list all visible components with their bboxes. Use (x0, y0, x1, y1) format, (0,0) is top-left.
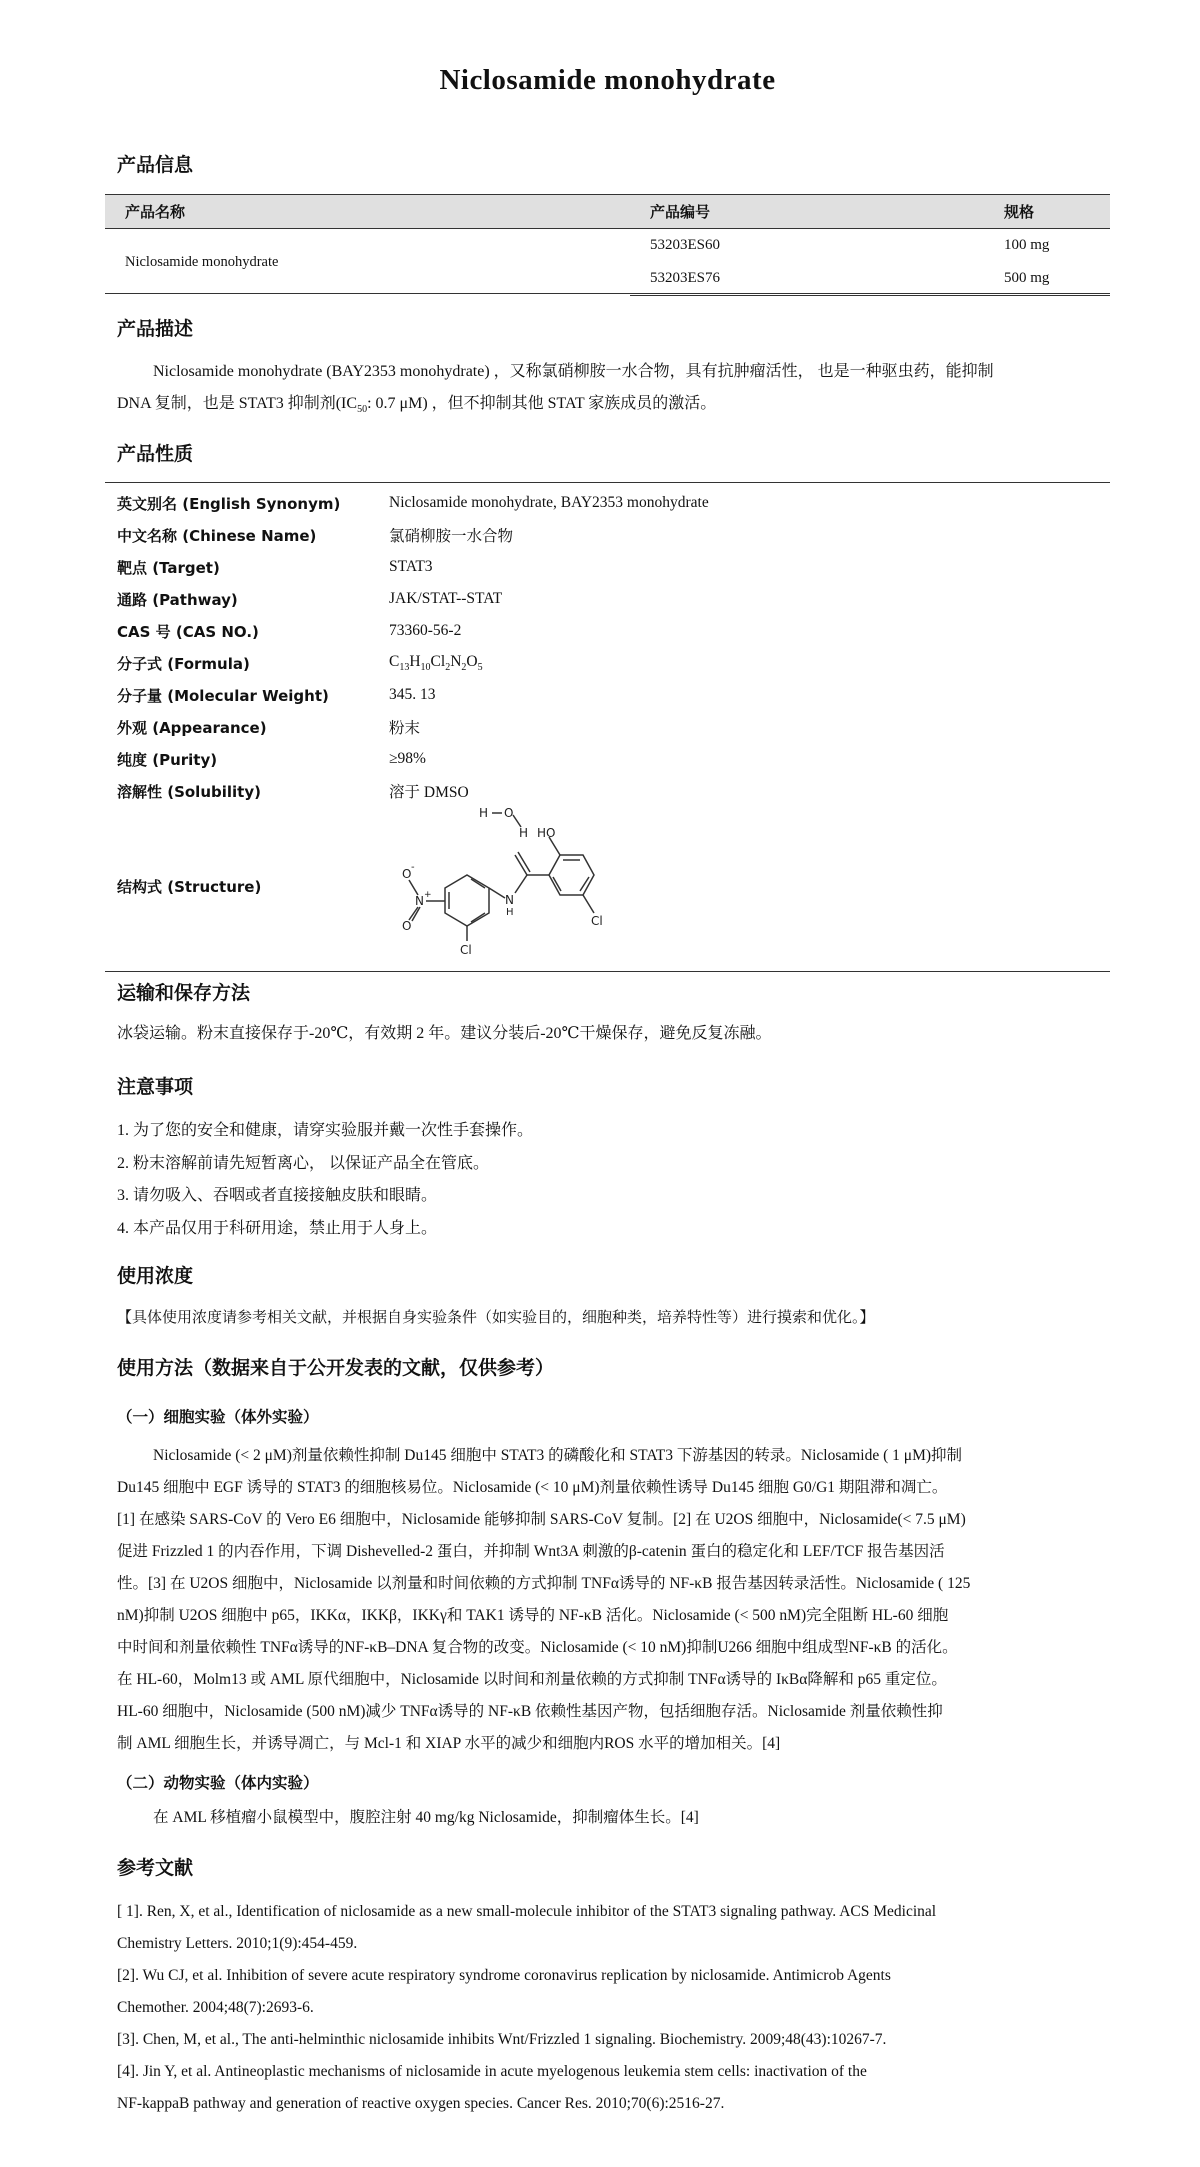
references-heading: 参考文献 (117, 1857, 194, 1879)
cell-line: HL-60 细胞中，Niclosamide (500 nM)减少 TNFα诱导的 NF-κB 依赖性基因产物，包括细胞存活。Niclosamide 剂量依赖性抑 (117, 1703, 943, 1720)
structure-figure (389, 805, 1110, 968)
atom-label: N (505, 892, 514, 907)
prop-value: 氯硝柳胺一水合物 (389, 528, 514, 545)
cell-line: 在 HL-60，Molm13 或 AML 原代细胞中，Niclosamide 以时间和剂量依赖的方式抑制 TNFα诱导的 IκBα降解和 p65 重定位。 (117, 1671, 947, 1688)
properties-table (105, 482, 1110, 972)
list-item: 3. 请勿吸入、吞咽或者直接接触皮肤和眼睛。 (117, 1187, 438, 1204)
prop-value: 345. 13 (389, 686, 436, 703)
product-info-table (105, 194, 1110, 296)
prop-value: 73360-56-2 (389, 622, 462, 639)
prop-row-target (105, 551, 1110, 583)
atom-label: O (504, 805, 514, 820)
cell-line: 中时间和剂量依赖性 TNFα诱导的NF-κB–DNA 复合物的改变。Niclosamide (< 10 nM)抑制U266 细胞中组成型NF-κB 的活化。 (117, 1639, 958, 1656)
ic50-subscript: 50 (357, 404, 368, 416)
storage-text: 冰袋运输。粉末直接保存于-20℃，有效期 2 年。建议分装后-20℃干燥保存，避免反复冻融。 (117, 1025, 772, 1042)
cell-line: 制 AML 细胞生长，并诱导凋亡，与 Mcl-1 和 XIAP 水平的减少和细胞内ROS 水平的增加相关。[4] (117, 1735, 781, 1752)
cell-experiment-subheading: （一）细胞实验（体外实验） (117, 1408, 319, 1426)
notes-list (105, 1115, 1110, 1245)
atom-label: O (402, 866, 412, 881)
product-code-cell: 53203ES76 (630, 262, 984, 296)
description-line-2-pre: DNA 复制，也是 STAT3 抑制剂(IC (117, 395, 358, 412)
atom-label: HO (537, 825, 556, 840)
prop-row-purity (105, 743, 1110, 775)
prop-value: Niclosamide monohydrate, BAY2353 monohydrate (389, 494, 709, 511)
reference-line: Chemistry Letters. 2010;1(9):454-459. (117, 1935, 358, 1952)
prop-label: 英文别名 (English Synonym) (117, 494, 341, 513)
description-line-1: Niclosamide monohydrate (BAY2353 monohydrate) ，又称氯硝柳胺一水合物，具有抗肿瘤活性， 也是一种驱虫药，能抑制 (153, 363, 994, 380)
product-code-cell: 53203ES60 (650, 237, 721, 253)
product-info-heading: 产品信息 (117, 154, 194, 176)
prop-label: 通路 (Pathway) (117, 590, 238, 609)
prop-row-synonym (105, 487, 1110, 519)
description-line-2 (117, 388, 1122, 426)
prop-label: 分子式 (Formula) (117, 654, 250, 673)
properties-heading: 产品性质 (117, 443, 194, 465)
atom-label: - (411, 861, 415, 873)
prop-row-pathway (105, 583, 1110, 615)
list-item: 1. 为了您的安全和健康，请穿实验服并戴一次性手套操作。 (117, 1122, 534, 1139)
reference-line: Chemother. 2004;48(7):2693-6. (117, 1999, 314, 2016)
product-spec-cell: 100 mg (1004, 237, 1050, 253)
reference-line: [2]. Wu CJ, et al. Inhibition of severe acute respiratory syndrome coronavirus replication by niclosamide. Antimicrob Agents (117, 1967, 891, 1984)
cell-line: nM)抑制 U2OS 细胞中 p65，IKKα，IKKβ，IKKγ和 TAK1 诱导的 NF-κB 活化。Niclosamide (< 500 nM)完全阻断 HL-60 细胞 (117, 1607, 949, 1624)
prop-row-formula (105, 647, 1110, 679)
table-bottom-rule (105, 293, 1110, 294)
reference-line: [3]. Chen, M, et al., The anti-helminthic niclosamide inhibits Wnt/Frizzled 1 signaling. Biochemistry. 2009;48(43):10267-7. (117, 2031, 887, 2048)
animal-experiment-subheading: （二）动物实验（体内实验） (117, 1774, 319, 1792)
prop-row-structure (105, 807, 1110, 965)
prop-row-chinese-name (105, 519, 1110, 551)
cell-line: Du145 细胞中 EGF 诱导的 STAT3 的细胞核易位。Niclosamide (< 10 μM)剂量依赖性诱导 Du145 细胞 G0/G1 期阻滞和凋亡。 (117, 1479, 948, 1496)
atom-label: + (424, 889, 432, 900)
prop-label: 溶解性 (Solubility) (117, 782, 261, 801)
atom-label: O (402, 918, 412, 933)
prop-label: 分子量 (Molecular Weight) (117, 686, 329, 705)
storage-heading: 运输和保存方法 (117, 982, 251, 1004)
product-spec-cell: 500 mg (984, 262, 1110, 296)
table-row (105, 229, 1110, 263)
product-name-cell: Niclosamide monohydrate (125, 253, 279, 270)
reference-line: NF-kappaB pathway and generation of reactive oxygen species. Cancer Res. 2010;70(6):2516-27. (117, 2095, 725, 2112)
list-item: 2. 粉末溶解前请先短暂离心， 以保证产品全在管底。 (117, 1154, 490, 1172)
atom-label: Cl (591, 913, 603, 928)
prop-value: STAT3 (389, 558, 433, 575)
prop-label: 中文名称 (Chinese Name) (117, 526, 317, 545)
atom-label: H (519, 825, 529, 840)
cell-experiment-text (105, 1440, 1122, 1760)
cell-line: Niclosamide (< 2 μM)剂量依赖性抑制 Du145 细胞中 STAT3 的磷酸化和 STAT3 下游基因的转录。Niclosamide ( 1 μM)抑制 (153, 1447, 963, 1464)
description-line-2-post: : 0.7 μM) ，但不抑制其他 STAT 家族成员的激活。 (367, 395, 717, 412)
col-product-name: 产品名称 (105, 195, 630, 229)
prop-label: 外观 (Appearance) (117, 718, 267, 737)
prop-row-appearance (105, 711, 1110, 743)
cell-line: 性。[3] 在 U2OS 细胞中，Niclosamide 以剂量和时间依赖的方式抑制 TNFα诱导的 NF-κB 报告基因转录活性。Niclosamide ( 125 (117, 1575, 971, 1592)
prop-row-mw (105, 679, 1110, 711)
prop-label: CAS 号 (CAS NO.) (117, 622, 259, 641)
document-title: Niclosamide monohydrate (439, 64, 776, 96)
atom-label: N (415, 893, 424, 908)
prop-value: 粉末 (389, 720, 421, 737)
col-product-code: 产品编号 (630, 195, 984, 229)
cell-line: 促进 Frizzled 1 的内吞作用，下调 Dishevelled-2 蛋白，并抑制 Wnt3A 刺激的β-catenin 蛋白的稳定化和 LEF/TCF 报告基因活 (117, 1543, 945, 1560)
prop-label: 靶点 (Target) (117, 558, 220, 577)
notes-heading: 注意事项 (117, 1076, 194, 1098)
atom-label: H (506, 906, 514, 918)
prop-row-solubility (105, 775, 1110, 807)
references-list (105, 1896, 1110, 2120)
animal-experiment-text: 在 AML 移植瘤小鼠模型中，腹腔注射 40 mg/kg Niclosamide，抑制瘤体生长。[4] (153, 1809, 699, 1826)
atom-label: H (479, 805, 489, 820)
prop-value: JAK/STAT--STAT (389, 590, 503, 607)
atom-label: Cl (460, 942, 472, 957)
document-page (105, 0, 1110, 2112)
cell-line: [1] 在感染 SARS-CoV 的 Vero E6 细胞中，Niclosamide 能够抑制 SARS-CoV 复制。[2] 在 U2OS 细胞中，Niclosamide(< 7.5 μM) (117, 1511, 966, 1528)
structure-diagram (389, 805, 649, 963)
prop-value: 溶于 DMSO (389, 784, 469, 801)
prop-value: $C_{13}H_{10}Cl_2N_2O_5$ (389, 652, 483, 674)
prop-label: 结构式 (Structure) (117, 877, 262, 896)
product-info-header-row (105, 195, 1110, 229)
prop-label: 纯度 (Purity) (117, 750, 218, 769)
list-item: 4. 本产品仅用于科研用途，禁止用于人身上。 (117, 1219, 438, 1237)
reference-line: [ 1]. Ren, X, et al., Identification of niclosamide as a new small-molecule inhibitor of the STAT3 signaling pathway. ACS Medicinal (117, 1903, 937, 1920)
col-spec: 规格 (984, 195, 1110, 229)
concentration-heading: 使用浓度 (117, 1265, 194, 1287)
prop-row-cas (105, 615, 1110, 647)
reference-line: [4]. Jin Y, et al. Antineoplastic mechanisms of niclosamide in acute myelogenous leukemia stem cells: inactivation of the (117, 2063, 867, 2080)
description-heading: 产品描述 (117, 318, 194, 340)
prop-value: ≥98% (389, 750, 426, 767)
description-text (105, 356, 1122, 426)
concentration-text: 【具体使用浓度请参考相关文献，并根据自身实验条件（如实验目的，细胞种类，培养特性等）进行摸索和优化。】 (117, 1308, 875, 1326)
method-heading: 使用方法（数据来自于公开发表的文献，仅供参考） (117, 1357, 555, 1379)
